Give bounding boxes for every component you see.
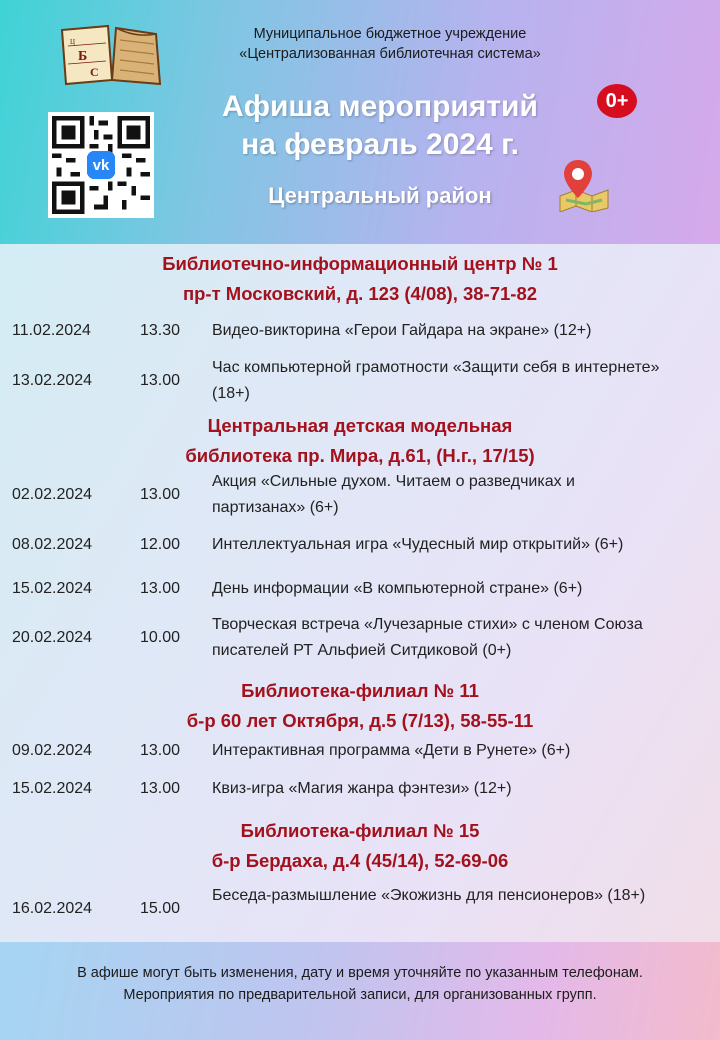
event-description: Интерактивная программа «Дети в Рунете» (6+) (212, 742, 571, 759)
qr-code-icon (48, 112, 154, 218)
section-name: Библиотека-филиал № 15 (240, 820, 480, 841)
event-description: Беседа-размышление «Экожизнь для пенсионеров» (18+) (212, 887, 646, 904)
footer-banner (0, 942, 720, 1040)
section-title-children-library (0, 411, 720, 471)
event-date: 02.02.2024 (12, 486, 93, 503)
event-time: 15.00 (140, 900, 181, 917)
svg-text:Ц: Ц (70, 38, 76, 46)
page-title (170, 88, 590, 164)
event-date: 13.02.2024 (12, 372, 93, 389)
event-description: Акция «Сильные духом. Читаем о разведчиках и партизанах» (6+) (212, 473, 575, 516)
section-title-branch-15 (0, 816, 720, 876)
footer-line-2: Мероприятия по предварительной записи, для организованных групп. (123, 987, 597, 1003)
map-pin-icon (556, 156, 612, 212)
event-description: Творческая встреча «Лучезарные стихи» с членом Союза писателей РТ Альфией Ситдиковой (0+) (212, 616, 643, 659)
org-line-2: «Централизованная библиотечная система» (239, 46, 541, 62)
event-description: Видео-викторина «Герои Гайдара на экране» (12+) (212, 322, 592, 339)
section-address: библиотека пр. Мира, д.61, (Н.г., 17/15) (185, 445, 535, 466)
event-date: 11.02.2024 (12, 322, 91, 339)
svg-text:С: С (90, 65, 99, 79)
organization-name (200, 24, 580, 64)
event-date: 09.02.2024 (12, 742, 93, 759)
event-date: 20.02.2024 (12, 629, 93, 646)
title-line-2: на февраль 2024 г. (241, 128, 519, 161)
event-time: 13.00 (140, 580, 181, 597)
event-description: День информации «В компьютерной стране» (6+) (212, 580, 583, 597)
library-logo (56, 24, 164, 88)
title-line-1: Афиша мероприятий (222, 90, 538, 123)
event-date: 15.02.2024 (12, 580, 93, 597)
section-address: б-р 60 лет Октября, д.5 (7/13), 58-55-11 (186, 710, 534, 731)
event-description: Квиз-игра «Магия жанра фэнтези» (12+) (212, 780, 512, 797)
district-title: Центральный район (268, 183, 492, 208)
section-name: Библиотечно-информационный центр № 1 (162, 253, 558, 274)
event-time: 13.00 (140, 486, 181, 503)
section-title-branch-11 (0, 676, 720, 736)
svg-text:vk: vk (92, 157, 110, 175)
svg-text:Б: Б (78, 49, 88, 64)
event-time: 12.00 (140, 536, 181, 553)
event-description: Час компьютерной грамотности «Защити себя в интернете» (18+) (212, 359, 660, 402)
event-time: 10.00 (140, 629, 181, 646)
event-date: 15.02.2024 (12, 780, 93, 797)
event-time: 13.00 (140, 742, 181, 759)
event-time: 13.00 (140, 780, 181, 797)
org-line-1: Муниципальное бюджетное учреждение (253, 26, 527, 42)
event-time: 13.30 (140, 322, 181, 339)
footer-line-1: В афише могут быть изменения, дату и время уточняйте по указанным телефонам. (77, 965, 643, 981)
age-rating-badge: 0+ (597, 84, 637, 118)
event-date: 16.02.2024 (12, 900, 93, 917)
header-banner (0, 0, 720, 244)
section-title-bic-1 (0, 249, 720, 309)
event-date: 08.02.2024 (12, 536, 93, 553)
section-name: Библиотека-филиал № 11 (241, 680, 479, 701)
section-address: б-р Бердаха, д.4 (45/14), 52-69-06 (211, 850, 509, 871)
section-address: пр-т Московский, д. 123 (4/08), 38-71-82 (182, 283, 538, 304)
footer-note (0, 962, 720, 1006)
section-name: Центральная детская модельная (207, 415, 513, 436)
event-description: Интеллектуальная игра «Чудесный мир открытий» (6+) (212, 536, 624, 553)
event-time: 13.00 (140, 372, 181, 389)
